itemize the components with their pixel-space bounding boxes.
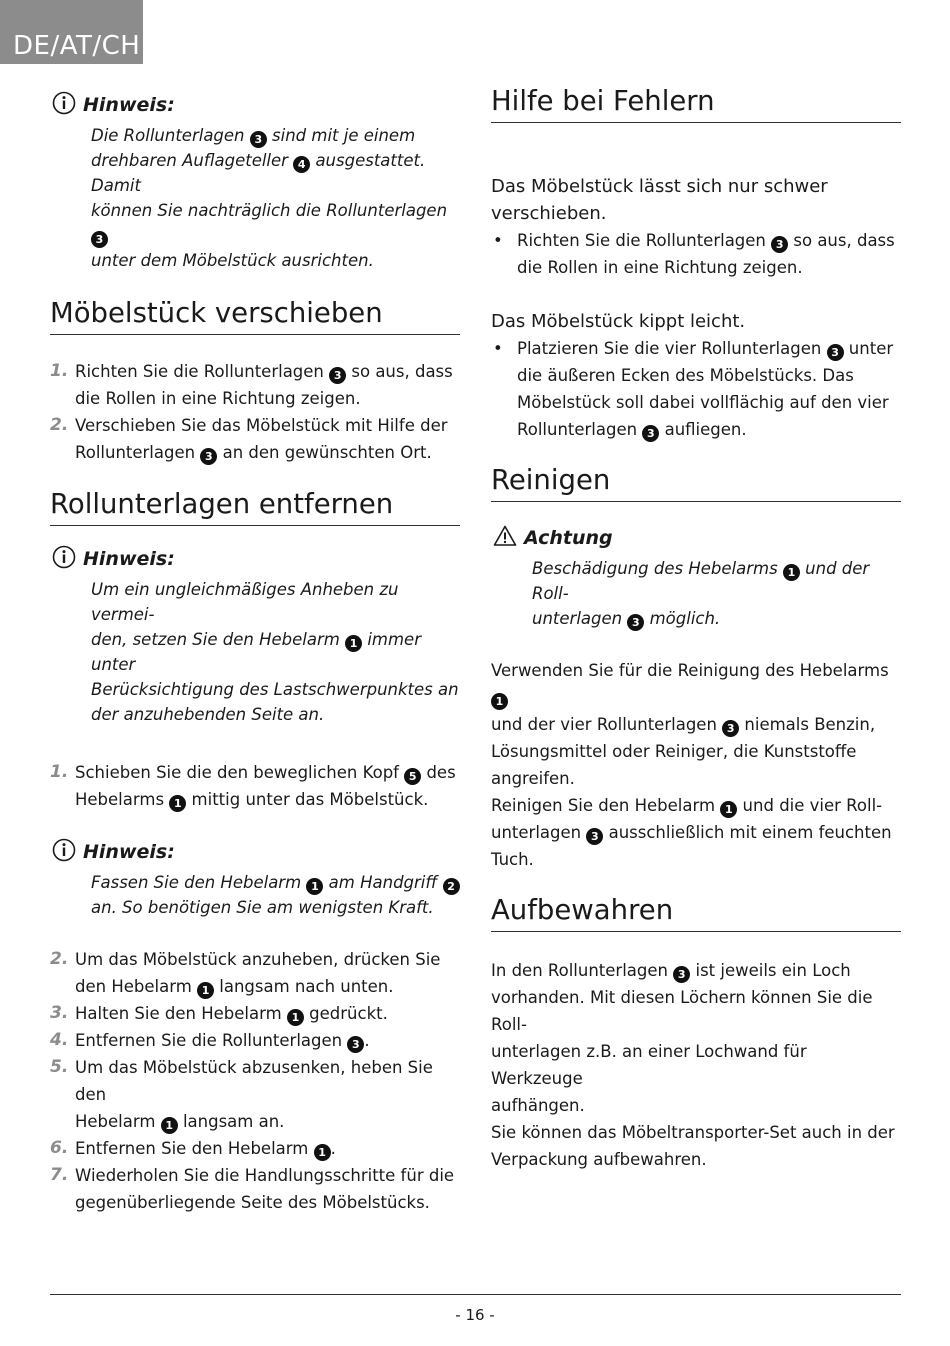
steps-remove-b <box>50 946 460 1216</box>
text-segment: ist jeweils ein Loch <box>690 961 851 980</box>
step-number: 4. <box>50 1030 69 1050</box>
reference-number-badge: 1 <box>783 564 800 581</box>
text-line <box>75 385 460 412</box>
step-number: 1. <box>50 762 69 782</box>
text-segment: den Hebelarm <box>75 977 198 996</box>
text-segment: und der Roll- <box>532 559 870 603</box>
reference-number-badge: 3 <box>771 236 788 253</box>
info-icon <box>52 91 76 115</box>
reference-number-badge: 1 <box>491 693 508 710</box>
heading-rollunterlagen-entfernen: Rollunterlagen entfernen <box>50 487 460 526</box>
step-item <box>50 1027 460 1054</box>
note-header <box>50 542 460 574</box>
text-line <box>75 1108 460 1135</box>
step-item <box>50 759 460 813</box>
text-line <box>491 819 901 846</box>
text-segment: ausschließlich mit einem feuchten <box>603 823 892 842</box>
note-title: Hinweis: <box>83 548 175 570</box>
reference-number-badge: 3 <box>673 966 690 983</box>
text-line <box>91 123 460 148</box>
note-text <box>91 577 460 727</box>
text-line <box>517 416 901 443</box>
text-segment: mittig unter das Möbelstück. <box>186 790 429 809</box>
problem-title <box>491 308 901 335</box>
heading-aufbewahren: Aufbewahren <box>491 893 901 932</box>
text-line <box>75 946 460 973</box>
text-segment: den, setzen Sie den Hebelarm <box>91 630 346 649</box>
warning-title: Achtung <box>524 527 613 549</box>
steps-move <box>50 358 460 466</box>
text-line <box>491 792 901 819</box>
text-segment: Rollunterlagen <box>517 420 643 439</box>
text-segment: unter dem Möbelstück ausrichten. <box>91 251 374 270</box>
text-line <box>491 738 901 792</box>
text-segment: Verwenden Sie für die Reinigung des Hebelarms <box>491 661 889 680</box>
text-segment: Tuch. <box>491 850 534 869</box>
reference-number-badge: 1 <box>306 878 323 895</box>
text-segment: am Handgriff <box>323 873 443 892</box>
reference-number-badge: 1 <box>197 982 214 999</box>
text-segment: In den Rollunterlagen <box>491 961 674 980</box>
step-item <box>50 358 460 412</box>
text-line <box>91 198 460 248</box>
text-segment: gedrückt. <box>303 1004 388 1023</box>
text-segment: niemals Benzin, <box>739 715 876 734</box>
list-item <box>491 335 901 443</box>
text-line <box>91 677 460 702</box>
text-segment: Lösungsmittel oder Reiniger, die Kunststoffe angreifen. <box>491 742 857 788</box>
text-line <box>517 254 901 281</box>
step-number: 2. <box>50 415 69 435</box>
step-item <box>50 1000 460 1027</box>
text-line <box>91 627 460 677</box>
reference-number-badge: 3 <box>722 720 739 737</box>
note-header <box>50 88 460 120</box>
text-segment: langsam an. <box>177 1112 285 1131</box>
text-segment: sind mit je einem <box>266 126 416 145</box>
text-segment: an den gewünschten Ort. <box>217 443 432 462</box>
text-segment: und die vier Roll- <box>737 796 883 815</box>
text-segment: . <box>330 1139 336 1158</box>
text-segment: Richten Sie die Rollunterlagen <box>75 362 330 381</box>
reference-number-badge: 3 <box>91 231 108 248</box>
text-segment: Halten Sie den Hebelarm <box>75 1004 287 1023</box>
reference-number-badge: 3 <box>250 131 267 148</box>
step-number: 1. <box>50 361 69 381</box>
text-line <box>517 362 901 389</box>
reference-number-badge: 3 <box>200 448 217 465</box>
text-line <box>75 1027 460 1054</box>
step-number: 7. <box>50 1165 69 1185</box>
text-segment: Um ein ungleichmäßiges Anheben zu vermei- <box>91 580 399 624</box>
text-segment: unterlagen <box>532 609 628 628</box>
text-segment: können Sie nachträglich die Rollunterlagen <box>91 201 448 220</box>
cleaning-paragraph <box>491 657 901 873</box>
reference-number-badge: 5 <box>404 768 421 785</box>
text-segment: immer unter <box>91 630 421 674</box>
text-line <box>91 870 460 895</box>
text-segment: Entfernen Sie den Hebelarm <box>75 1139 314 1158</box>
text-segment: Berücksichtigung des Lastschwerpunktes an <box>91 680 459 699</box>
reference-number-badge: 3 <box>586 828 603 845</box>
problem-solution-list <box>491 227 901 281</box>
step-number: 6. <box>50 1138 69 1158</box>
reference-number-badge: 3 <box>827 344 844 361</box>
warning-achtung <box>491 521 901 631</box>
text-segment: Reinigen Sie den Hebelarm <box>491 796 721 815</box>
heading-moebelstueck-verschieben: Möbelstück verschieben <box>50 296 460 335</box>
reference-number-badge: 1 <box>287 1009 304 1026</box>
text-segment: des <box>421 763 456 782</box>
text-line <box>91 577 460 627</box>
note-title: Hinweis: <box>83 94 175 116</box>
text-segment: Um das Möbelstück anzuheben, drücken Sie <box>75 950 441 969</box>
text-segment: die Rollen in eine Richtung zeigen. <box>517 258 803 277</box>
text-segment: die Rollen in eine Richtung zeigen. <box>75 389 361 408</box>
text-segment: möglich. <box>644 609 721 628</box>
text-line <box>75 1135 460 1162</box>
text-line <box>91 248 460 273</box>
heading-hilfe-bei-fehlern: Hilfe bei Fehlern <box>491 84 901 123</box>
reference-number-badge: 3 <box>642 425 659 442</box>
text-segment: Rollunterlagen <box>75 443 201 462</box>
text-segment: Richten Sie die Rollunterlagen <box>517 231 772 250</box>
reference-number-badge: 1 <box>314 1144 331 1161</box>
text-line <box>532 556 901 606</box>
text-line <box>75 439 460 466</box>
step-item <box>50 1054 460 1135</box>
step-number: 5. <box>50 1057 69 1077</box>
text-line <box>75 1054 460 1108</box>
text-segment: aufhängen. <box>491 1096 585 1115</box>
text-line <box>91 895 460 920</box>
text-line <box>491 1092 901 1119</box>
text-segment: Um das Möbelstück abzusenken, heben Sie den <box>75 1058 433 1104</box>
text-segment: der anzuhebenden Seite an. <box>91 705 325 724</box>
text-segment: gegenüberliegende Seite des Möbelstücks. <box>75 1193 430 1212</box>
text-segment: Die Rollunterlagen <box>91 126 250 145</box>
warning-icon <box>493 524 517 548</box>
text-line <box>517 335 901 362</box>
page-number: - 16 - <box>455 1306 495 1324</box>
text-segment: aufliegen. <box>659 420 747 439</box>
text-segment: unterlagen z.B. an einer Lochwand für Werkzeuge <box>491 1042 807 1088</box>
step-item <box>50 1135 460 1162</box>
text-line: Das Möbelstück lässt sich nur schwer <box>491 176 828 197</box>
language-tab: DE/AT/CH <box>0 0 143 64</box>
info-icon <box>52 838 76 862</box>
note-title: Hinweis: <box>83 841 175 863</box>
reference-number-badge: 4 <box>293 156 310 173</box>
text-line <box>75 412 460 439</box>
note-hinweis-3 <box>50 835 460 920</box>
note-text <box>91 123 460 273</box>
text-segment: Entfernen Sie die Rollunterlagen <box>75 1031 348 1050</box>
reference-number-badge: 3 <box>329 367 346 384</box>
text-line <box>75 1162 460 1189</box>
text-line <box>491 711 901 738</box>
problem-solution-list <box>491 335 901 443</box>
text-line <box>517 389 901 416</box>
text-line <box>75 786 460 813</box>
text-line <box>75 973 460 1000</box>
text-segment: an. So benötigen Sie am wenigsten Kraft. <box>91 898 434 917</box>
storage-paragraph <box>491 957 901 1173</box>
text-segment: Wiederholen Sie die Handlungsschritte für die <box>75 1166 455 1185</box>
text-segment: Verschieben Sie das Möbelstück mit Hilfe der <box>75 416 448 435</box>
right-column <box>491 84 901 1173</box>
step-item <box>50 1162 460 1216</box>
text-line <box>91 148 460 198</box>
text-segment: Hebelarm <box>75 1112 161 1131</box>
text-segment: drehbaren Auflageteller <box>91 151 294 170</box>
note-header <box>50 835 460 867</box>
text-line <box>75 1189 460 1216</box>
left-column <box>50 88 460 1216</box>
step-number: 2. <box>50 949 69 969</box>
text-line <box>491 657 901 711</box>
reference-number-badge: 1 <box>161 1117 178 1134</box>
text-segment: ausgestattet. Damit <box>91 151 426 195</box>
text-segment: . <box>364 1031 370 1050</box>
footer-divider <box>50 1294 901 1295</box>
text-segment: vorhanden. Mit diesen Löchern können Sie die Roll- <box>491 988 873 1034</box>
reference-number-badge: 1 <box>720 801 737 818</box>
text-line <box>491 1119 901 1146</box>
info-icon <box>52 545 76 569</box>
heading-reinigen: Reinigen <box>491 463 901 502</box>
text-line <box>75 759 460 786</box>
text-line <box>491 1146 901 1173</box>
text-line <box>491 846 901 873</box>
text-segment: und der vier Rollunterlagen <box>491 715 723 734</box>
text-segment: Hebelarms <box>75 790 170 809</box>
step-item <box>50 946 460 1000</box>
text-line <box>75 1000 460 1027</box>
text-segment: Platzieren Sie die vier Rollunterlagen <box>517 339 827 358</box>
text-segment: Beschädigung des Hebelarms <box>532 559 783 578</box>
text-line <box>491 1038 901 1092</box>
reference-number-badge: 3 <box>347 1036 364 1053</box>
text-segment: so aus, dass <box>788 231 895 250</box>
list-item <box>491 227 901 281</box>
note-text <box>91 870 460 920</box>
reference-number-badge: 1 <box>169 795 186 812</box>
text-segment: Sie können das Möbeltransporter-Set auch in der <box>491 1123 895 1142</box>
steps-remove-a <box>50 759 460 813</box>
warning-header <box>491 521 901 553</box>
text-segment: langsam nach unten. <box>214 977 394 996</box>
text-segment: Schieben Sie die den beweglichen Kopf <box>75 763 405 782</box>
text-segment: Fassen Sie den Hebelarm <box>91 873 307 892</box>
text-segment: unter <box>843 339 894 358</box>
text-segment: Möbelstück soll dabei vollflächig auf den vier <box>517 393 889 412</box>
text-segment: unterlagen <box>491 823 587 842</box>
warning-text <box>532 556 901 631</box>
note-hinweis-2 <box>50 542 460 727</box>
text-line: Das Möbelstück kippt leicht. <box>491 311 746 332</box>
text-line: verschieben. <box>491 203 607 224</box>
text-line <box>75 358 460 385</box>
step-number: 3. <box>50 1003 69 1023</box>
note-hinweis-1 <box>50 88 460 273</box>
text-line <box>532 606 901 631</box>
text-line <box>491 984 901 1038</box>
text-line <box>91 702 460 727</box>
step-item <box>50 412 460 466</box>
reference-number-badge: 3 <box>627 614 644 631</box>
text-line <box>491 957 901 984</box>
text-segment: die äußeren Ecken des Möbelstücks. Das <box>517 366 854 385</box>
problem-title <box>491 173 901 227</box>
reference-number-badge: 2 <box>443 878 460 895</box>
text-line <box>517 227 901 254</box>
reference-number-badge: 1 <box>345 635 362 652</box>
text-segment: Verpackung aufbewahren. <box>491 1150 707 1169</box>
text-segment: so aus, dass <box>346 362 453 381</box>
